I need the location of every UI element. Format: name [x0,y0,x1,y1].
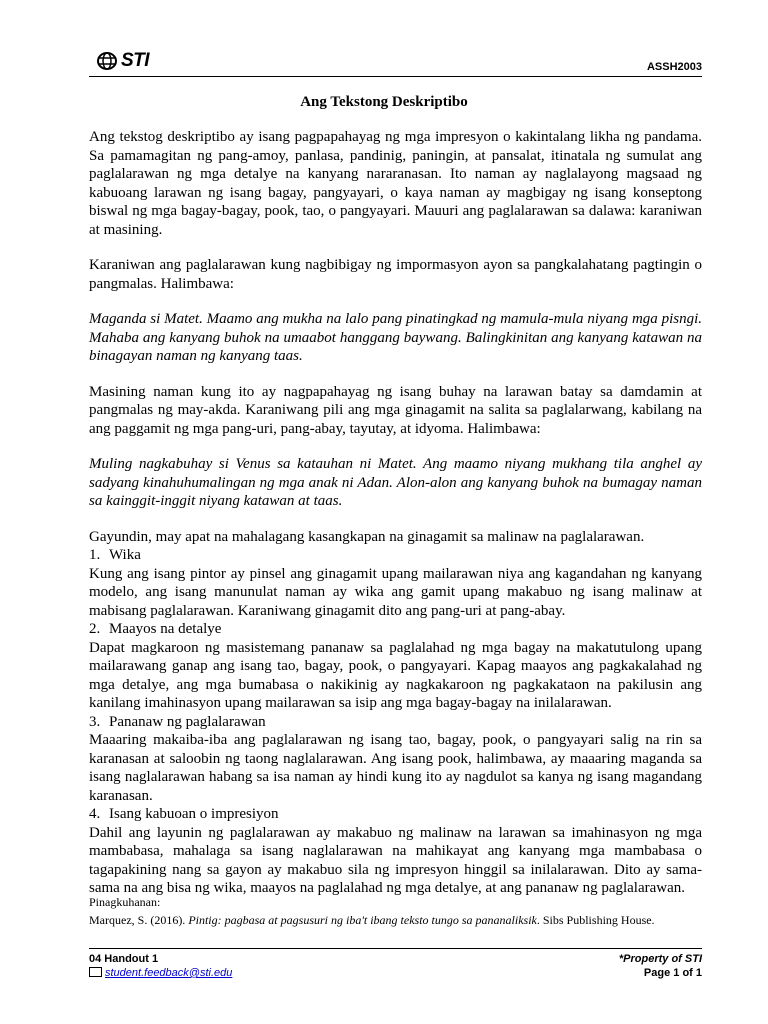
paragraph: Ang tekstog deskriptibo ay isang pagpapahayag ng mga impresyon o kakintalang likha ng pandama. Sa pamamagitan ng pang-amoy, panlasa, pandinig, paningin, at pansalat, itinatala ng sumulat ang paglalarawan ng mga detalye na kanyang nararanasan. Ito naman ay naglalayong magsaad ng kabuoang larawan ng isang bagay, pangyayari, o kaya naman ay magbigay ng isang konseptong biswal ng mga bagay-bagay, pook, tao, o pangyayari. Mauuri ang paglalarawan sa dalawa: karaniwan at masining. [89,129,702,238]
list-text: Maaaring makaiba-iba ang paglalarawan ng isang tao, bagay, pook, o pangyayari salig na rin sa karanasan at saloobin ng taong naglalarawan. Ang isang pook, halimbawa, ay maaaring maganda sa isang naglalarawan habang sa isa naman ay hindi kung ito ay nagdulot sa kanya ng isang magandang karanasan. [89,732,702,804]
list-number: 4. [89,806,101,822]
footer-divider [89,948,702,949]
list-number: 1. [89,547,101,563]
feedback-email-link[interactable]: student.feedback@sti.edu [105,967,233,979]
document-body [89,128,702,898]
list-text: Kung ang isang pintor ay pinsel ang ginagamit upang mailarawan niya ang kagandahan ng kanyang modelo, ang isang manunulat naman ay wika ang gamit upang makabuo ng isang malinaw at mabisang paglalarawan. Karaniwang ginagamit dito ang pang-uri at pang-abay. [89,565,702,619]
list-item [89,805,702,898]
document-title: Ang Tekstong Deskriptibo [300,94,468,110]
course-code: ASSH2003 [646,61,702,73]
handout-label: 04 Handout 1 [89,953,159,965]
reference-section [89,893,702,929]
example-paragraph: Muling nagkabuhay si Venus sa katauhan ni Matet. Ang maamo niyang mukhang tila anghel ay sadyang kinahuhumalingan ng mga anak ni Adan. Alon-alon ang kanyang buhok na bumagay naman sa kainggit-inggit niyang katawan at taas. [89,456,702,509]
example-paragraph: Maganda si Matet. Maamo ang mukha na lalo pang pinatingkad ng mamula-mula niyang mga pisngi. Mahaba ang kanyang buhok na umaabot hanggang baywang. Balingkinitan ang kanyang katawan na binagayan naman ng kanyang taas. [89,311,702,364]
property-label: *Property of STI [618,953,702,965]
list-number: 2. [89,621,101,637]
reference-publisher: . Sibs Publishing House. [536,913,655,927]
reference-citation [89,911,702,929]
list-label: Isang kabuoan o impresiyon [109,806,279,822]
page-number: Page 1 of 1 [643,967,702,979]
paragraph: Masining naman kung ito ay nagpapahayag ng isang buhay na larawan batay sa damdamin at pangmalas ng may-akda. Karaniwang pili ang mga ginagamit na salita sa paglalarwang, kabilang na ang paggamit ng mga pang-uri, pang-abay, tayutay, at idyoma. Halimbawa: [89,383,702,437]
list-label: Wika [109,547,141,563]
reference-author: Marquez, S. (2016). [89,913,189,927]
footer-left [89,952,232,980]
reference-heading: Pinagkuhanan: [89,895,161,909]
sti-logo [96,50,149,72]
list-label: Maayos na detalye [109,621,222,637]
envelope-icon [89,967,102,977]
globe-icon [96,51,118,71]
paragraph: Gayundin, may apat na mahalagang kasangkapan na ginagamit sa malinaw na paglalarawan. [89,528,645,545]
list-item [89,620,702,713]
list-text: Dapat magkaroon ng masistemang pananaw sa paglalahad ng mga bagay na makatutulong upang mailarawang ganap ang isang tao, bagay, pook, o pangyayari. Kapag maayos ang pagkakalahad ng mga detalye, ang mga bumabasa o nakikinig ay nagkakaroon ng pagkakataon na pakilusin ang kanilang imahinasyon upang mailarawan sa isip ang mga bagay-bagay na inilalarawan. [89,639,702,711]
reference-work: Pintig: pagbasa at pagsusuri ng iba't ibang teksto tungo sa pananaliksik [188,913,537,927]
list-number: 3. [89,713,101,730]
header-divider [89,76,702,77]
logo-text: STI [121,50,150,71]
list-item [89,713,702,806]
footer-right [619,952,702,980]
paragraph: Karaniwan ang paglalarawan kung nagbibigay ng impormasyon ayon sa pangkalahatang pagtingin o pangmalas. Halimbawa: [89,257,702,292]
list-text: Dahil ang layunin ng paglalarawan ay makabuo ng malinaw na larawan sa imahinasyon ng mga mambabasa, mahalaga sa isang naglalarawan na mahikayat ang kanyang mga mambabasa o tagapakining nang sa gayon ay makabuo sila ng impresyon hinggil sa inilalarawan. Dito ay sama-sama na ang bisa ng wika, maayos na paglalahad ng mga detalye, at ang pananaw ng paglalarawan. [89,824,702,896]
list-label: Pananaw ng paglalarawan [109,713,266,730]
list-item [89,546,702,620]
